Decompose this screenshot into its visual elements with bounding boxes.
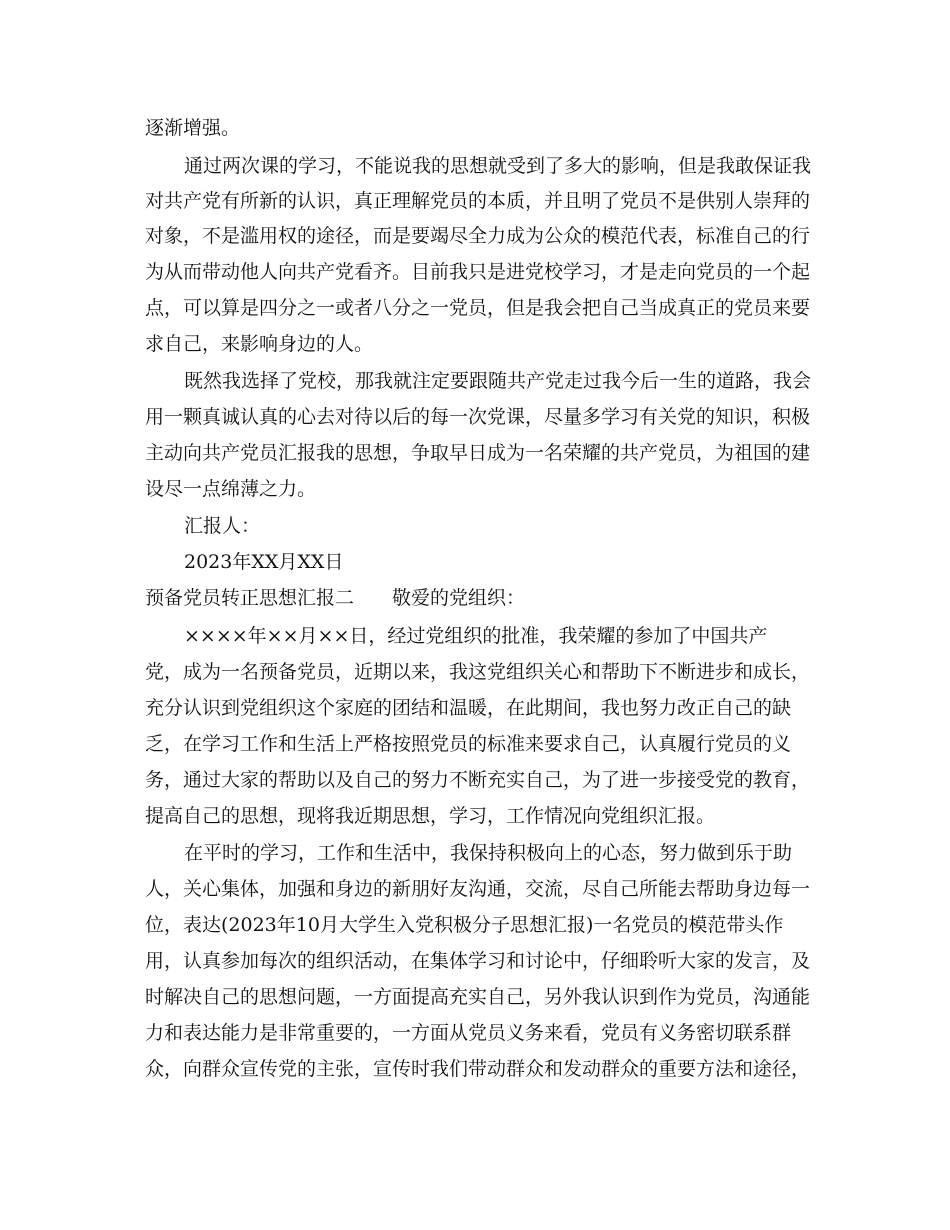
text-line: 众，向群众宣传党的主张，宣传时我们带动群众和发动群众的重要方法和途径，	[145, 1058, 811, 1080]
text-line: 主动向共产党员汇报我的思想，争取早日成为一名荣耀的共产党员，为祖国的建	[145, 442, 811, 464]
text-line: 求自己，来影响身边的人。	[145, 333, 374, 355]
text-line: 位，表达(2023年10月大学生入党积极分子思想汇报)一名党员的模范带头作	[145, 914, 784, 936]
text-line: 充分认识到党组织这个家庭的团结和温暖，在此期间，我也努力改正自己的缺	[145, 697, 792, 719]
signer-label: 汇报人：	[184, 515, 261, 537]
text-line: 既然我选择了党校，那我就注定要跟随共产党走过我今后一生的道路，我会	[184, 370, 812, 392]
text-line: 设尽一点绵薄之力。	[145, 478, 317, 500]
text-line: ××××年××月××日，经过党组织的批准，我荣耀的参加了中国共产	[184, 625, 768, 647]
text-line: 力和表达能力是非常重要的，一方面从党员义务来看，党员有义务密切联系群	[145, 1022, 792, 1044]
text-line: 对象，不是滥用权的途径，而是要竭尽全力成为公众的模范代表，标准自己的行	[145, 225, 811, 247]
text-line: 提高自己的思想，现将我近期思想，学习，工作情况向党组织汇报。	[145, 805, 716, 827]
text-line: 人，关心集体，加强和身边的新朋好友沟通，交流，尽自己所能去帮助身边每一	[145, 878, 811, 900]
text-line: 为从而带动他人向共产党看齐。目前我只是进党校学习，才是走向党员的一个起	[145, 261, 811, 283]
section-heading: 预备党员转正思想汇报二 敬爱的党组织：	[145, 587, 526, 609]
text-line: 党，成为一名预备党员，近期以来，我这党组织关心和帮助下不断进步和成长，	[145, 661, 811, 683]
text-line: 乏，在学习工作和生活上严格按照党员的标准来要求自己，认真履行党员的义	[145, 733, 792, 755]
text-line: 对共产党有所新的认识，真正理解党员的本质，并且明了党员不是供别人崇拜的	[145, 190, 811, 212]
text-line: 用一颗真诚认真的心去对待以后的每一次党课，尽量多学习有关党的知识，积极	[145, 406, 811, 428]
text-line: 时解决自己的思想问题，一方面提高充实自己，另外我认识到作为党员，沟通能	[145, 986, 811, 1008]
report-date: 2023年XX月XX日	[184, 551, 344, 573]
text-line: 点，可以算是四分之一或者八分之一党员，但是我会把自己当成真正的党员来要	[145, 297, 811, 319]
text-line: 通过两次课的学习，不能说我的思想就受到了多大的影响，但是我敢保证我	[184, 155, 812, 177]
text-line: 在平时的学习，工作和生活中，我保持积极向上的心态，努力做到乐于助	[184, 842, 793, 864]
text-line: 逐渐增强。	[145, 117, 241, 139]
text-line: 用，认真参加每次的组织活动，在集体学习和讨论中，仔细聆听大家的发言，及	[145, 950, 811, 972]
text-line: 务，通过大家的帮助以及自己的努力不断充实自己，为了进一步接受党的教育，	[145, 769, 811, 791]
